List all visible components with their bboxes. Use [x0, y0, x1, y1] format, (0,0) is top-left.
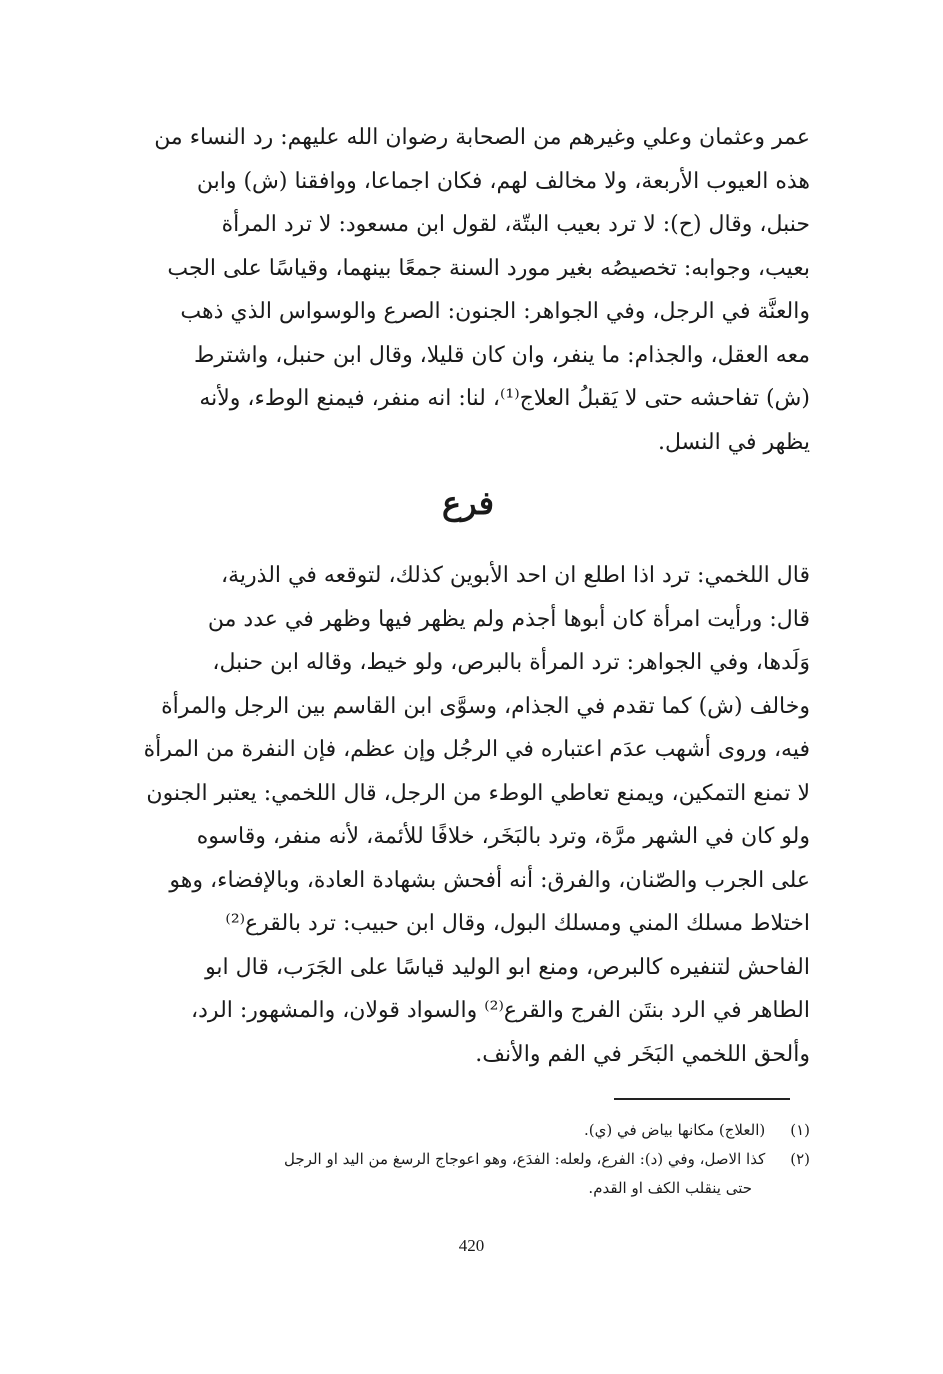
text-line: لا تمنع التمكين، ويمنع تعاطي الوطء من الرجل، قال اللخمي: يعتبر الجنون: [146, 780, 810, 806]
footnote-text: كذا الاصل، وفي (د): الفرع، ولعله: الفدَع، وهو اعوجاج الرسغ من اليد او الرجل: [284, 1150, 766, 1168]
text-line: حنبل، وقال (ح): لا ترد بعيب البتّة، لقول ابن مسعود: لا ترد المرأة: [221, 212, 810, 237]
text-line: هذه العيوب الأربعة، ولا مخالف لهم، فكان اجماعا، ووافقنا (ش) وابن: [196, 168, 810, 194]
text-line: (ش) تفاحشه حتى لا يَقبلُ العلاج⁽¹⁾، لنا: انه منفر، فيمنع الوطء، ولأنه: [199, 386, 810, 411]
section-heading: فرع: [441, 484, 495, 522]
footnotes: [126, 1116, 810, 1203]
text-line: وألحق اللخمي البَخَر في الفم والأنف.: [475, 1041, 810, 1067]
text-line: اختلاط مسلك المني ومسلك البول، وقال ابن حبيب: ترد بالقرع⁽²⁾: [225, 911, 810, 936]
footnote-divider: [614, 1098, 790, 1100]
text-line: وخالف (ش) كما تقدم في الجذام، وسوَّى ابن القاسم بين الرجل والمرأة: [161, 693, 810, 719]
text-line: وَلَدها، وفي الجواهر: ترد المرأة بالبرص، ولو خيط، وقاله ابن حنبل،: [212, 650, 810, 675]
text-line: يظهر في النسل.: [657, 429, 810, 455]
text-line: بعيب، وجوابه: تخصيصُه بغير مورد السنة جمعًا بينهما، وقياسًا على الجب: [167, 255, 810, 281]
text-line: على الجرب والصّنان، والفرق: أنه أفحش بشهادة العادة، وبالإفضاء، وهو: [169, 867, 810, 893]
text-line: معه العقل، والجذام: ما ينفر، وان كان قليلا، وقال ابن حنبل، واشترط: [193, 342, 810, 368]
text-line: قال: ورأيت امرأة كان أبوها أجذم ولم يظهر فيها وظهر في عدد من: [207, 606, 810, 632]
text-line: والعنَّة في الرجل، وفي الجواهر: الجنون: الصرع والوسواس الذي ذهب: [180, 299, 810, 324]
paragraph-1: [126, 116, 810, 464]
text-line: الطاهر في الرد بنتَن الفرج والقرع⁽²⁾ والسواد قولان، والمشهور: الرد،: [191, 998, 810, 1023]
text-line: الفاحش لتنفيره كالبرص، ومنع ابو الوليد قياسًا على الجَرَب، قال ابو: [205, 954, 810, 980]
footnote-number: (٢): [790, 1150, 810, 1168]
page-number: 420: [458, 1236, 485, 1255]
text-line: فيه، وروى أشهب عدَم اعتباره في الرجُل وإن عظم، فإن النفرة من المرأة: [143, 737, 810, 762]
footnote-2: [126, 1145, 810, 1174]
footnote-number: (١): [790, 1121, 810, 1139]
text-line: قال اللخمي: ترد اذا اطلع ان احد الأبوين كذلك، لتوقعه في الذرية،: [221, 563, 810, 588]
footnote-1: [126, 1116, 810, 1145]
paragraph-2: [126, 554, 810, 1076]
footnote-2-continuation: حتى ينقلب الكف او القدم.: [588, 1179, 752, 1197]
footnote-text: (العلاج) مكانها بياض في (ي).: [583, 1121, 766, 1139]
text-line: ولو كان في الشهر مرَّة، وترد بالبَخَر، خلافًا للأئمة، لأنه منفر، وقاسوه: [196, 824, 810, 849]
text-line: عمر وعثمان وعلي وغيرهم من الصحابة رضوان الله عليهم: رد النساء من: [154, 125, 810, 150]
